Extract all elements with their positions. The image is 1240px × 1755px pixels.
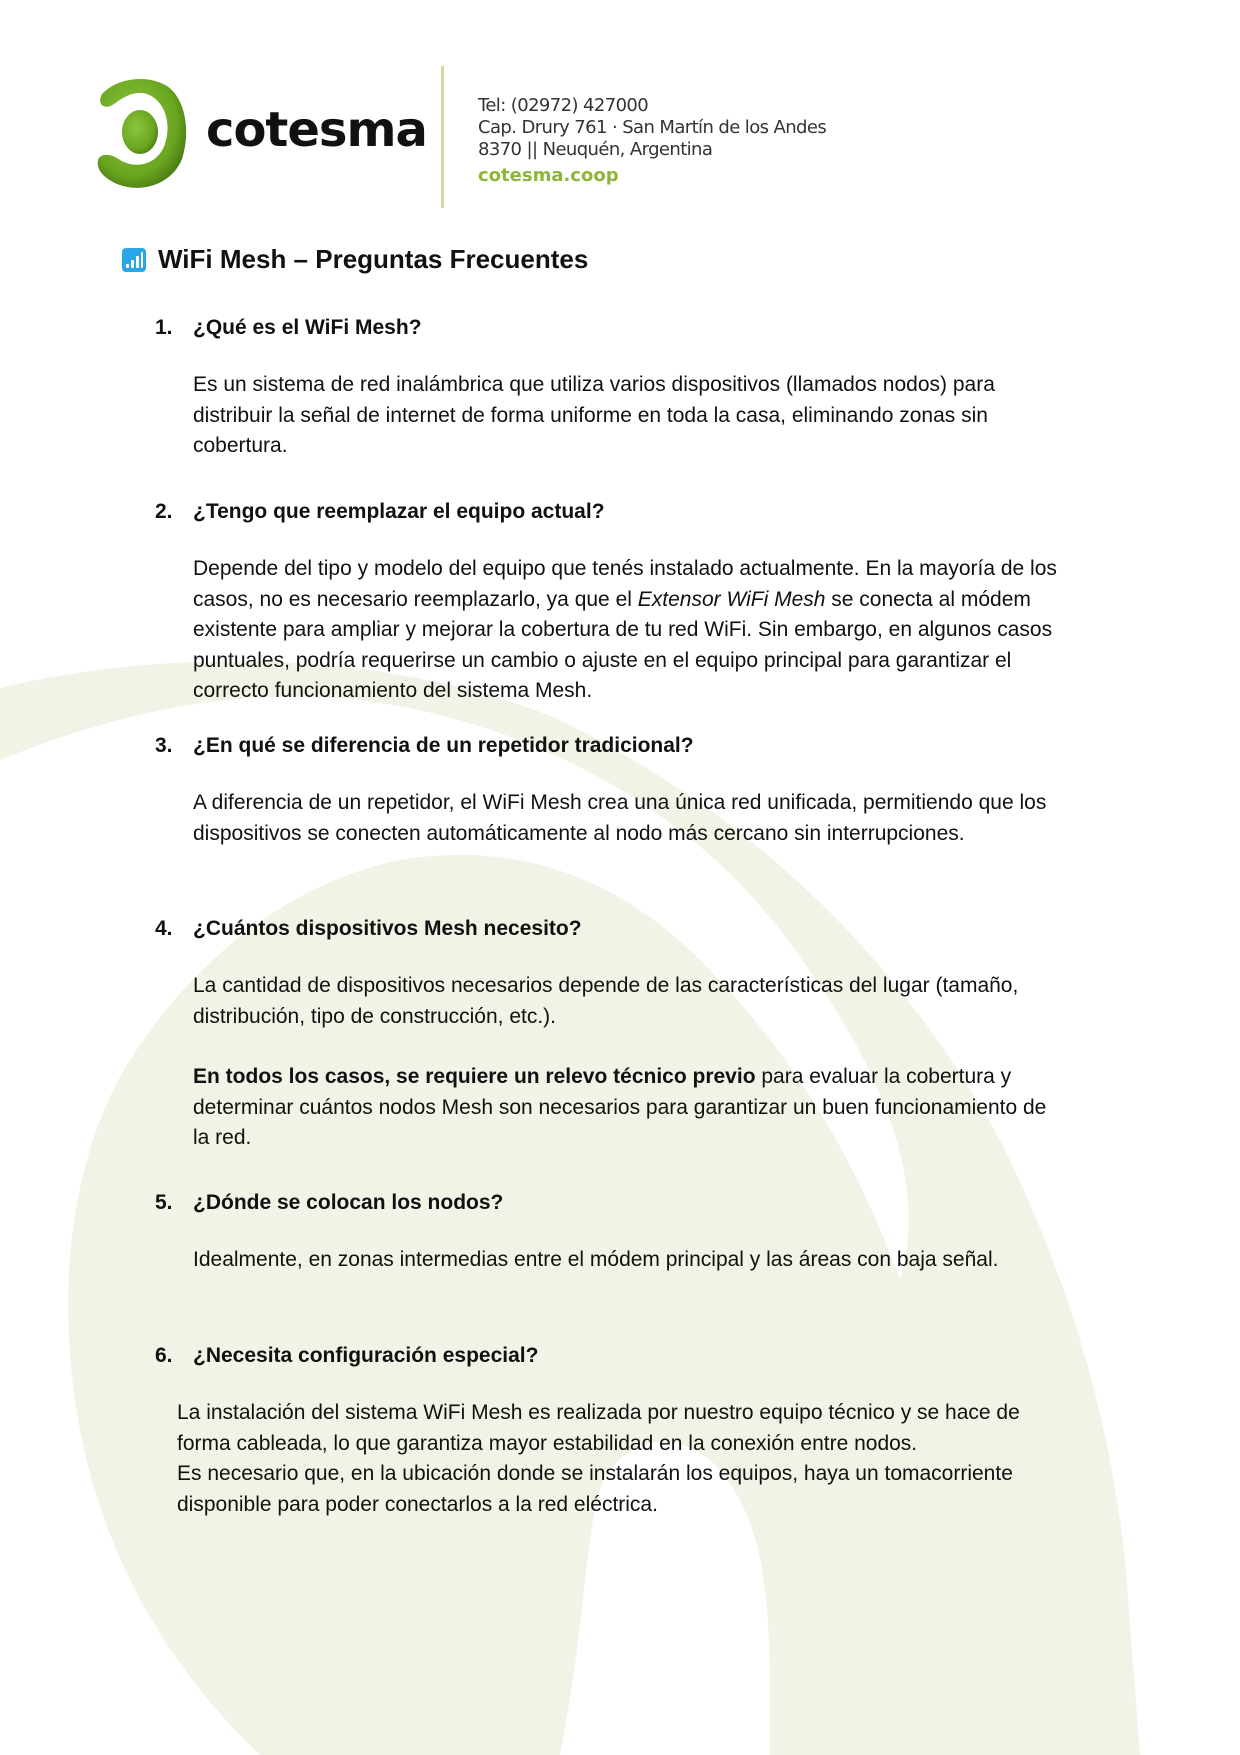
faq-number: 5.: [155, 1191, 173, 1214]
answer-bold-text: En todos los casos, se requiere un relevo técnico previo: [193, 1065, 756, 1088]
contact-block: [478, 95, 826, 187]
contact-address-line2: 8370 || Neuquén, Argentina: [478, 139, 713, 160]
website-link[interactable]: cotesma.coop: [478, 165, 619, 186]
answer-text: Depende del tipo y modelo del equipo que tenés instalado actualmente. En la mayoría de los casos, no es necesario reemplazarlo, ya que el: [193, 557, 1057, 611]
contact-phone: Tel: (02972) 427000: [478, 95, 649, 116]
answer-text: para evaluar la cobertura y determinar cuántos nodos Mesh son necesarios para garantizar un buen funcionamiento de la red.: [193, 1065, 1047, 1149]
faq-answer: [177, 1398, 1065, 1520]
faq-answer: [193, 554, 1065, 707]
page-title: WiFi Mesh – Preguntas Frecuentes: [158, 244, 589, 274]
faq-item-2: [155, 500, 1065, 707]
header-divider: [441, 66, 444, 208]
brand-name: cotesma: [206, 102, 427, 158]
faq-number: 1.: [155, 316, 173, 339]
faq-item-4: [155, 917, 1065, 1154]
faq-question: [155, 1191, 1065, 1215]
faq-question-text: ¿Tengo que reemplazar el equipo actual?: [193, 500, 605, 523]
faq-answer: A diferencia de un repetidor, el WiFi Mesh crea una única red unificada, permitiendo que los dispositivos se conecten automáticamente al nodo más cercano sin interrupciones.: [193, 791, 1047, 845]
answer-paragraph: La instalación del sistema WiFi Mesh es realizada por nuestro equipo técnico y se hace de forma cableada, lo que garantiza mayor estabilidad en la conexión entre nodos.: [177, 1401, 1020, 1455]
faq-number: 3.: [155, 734, 173, 757]
faq-question-text: ¿En qué se diferencia de un repetidor tradicional?: [193, 734, 694, 757]
faq-answer: La cantidad de dispositivos necesarios depende de las características del lugar (tamaño, distribución, tipo de construcción, etc.).: [193, 974, 1019, 1028]
faq-question: [155, 316, 1065, 340]
faq-question: [155, 500, 1065, 524]
faq-item-1: [155, 316, 1065, 462]
answer-text: se conecta al módem existente para ampliar y mejorar la cobertura de tu red WiFi. Sin embargo, en algunos casos puntuales, podría requerirse un cambio o ajuste en el equipo principal para garantizar el correcto funcionamiento del sistema Mesh.: [193, 587, 1053, 702]
answer-paragraph: Es necesario que, en la ubicación donde se instalarán los equipos, haya un tomacorriente disponible para poder conectarlos a la red eléctrica.: [177, 1462, 1013, 1516]
faq-question-text: ¿Dónde se colocan los nodos?: [193, 1191, 504, 1214]
signal-bars-icon: [122, 248, 146, 272]
faq-question-text: ¿Cuántos dispositivos Mesh necesito?: [193, 917, 582, 940]
faq-answer: Idealmente, en zonas intermedias entre el módem principal y las áreas con baja señal.: [193, 1248, 999, 1271]
faq-question: [155, 734, 1065, 758]
faq-question: [155, 1344, 1065, 1368]
answer-italic-text: Extensor WiFi Mesh: [637, 587, 826, 611]
faq-item-5: [155, 1191, 1065, 1276]
faq-item-6: [155, 1344, 1065, 1520]
faq-question-text: ¿Qué es el WiFi Mesh?: [193, 316, 422, 339]
contact-address-line1: Cap. Drury 761 · San Martín de los Andes: [478, 117, 827, 138]
faq-item-3: [155, 734, 1065, 849]
cotesma-logo-icon: [92, 74, 192, 194]
title-row: [122, 244, 588, 275]
faq-number: 2.: [155, 500, 173, 523]
faq-answer: Es un sistema de red inalámbrica que utiliza varios dispositivos (llamados nodos) para distribuir la señal de internet de forma uniforme en toda la casa, eliminando zonas sin cobertura.: [193, 373, 995, 457]
faq-number: 4.: [155, 917, 173, 940]
faq-answer-2: [193, 1062, 1065, 1154]
faq-number: 6.: [155, 1344, 173, 1367]
faq-question-text: ¿Necesita configuración especial?: [193, 1344, 539, 1367]
faq-question: [155, 917, 1065, 941]
